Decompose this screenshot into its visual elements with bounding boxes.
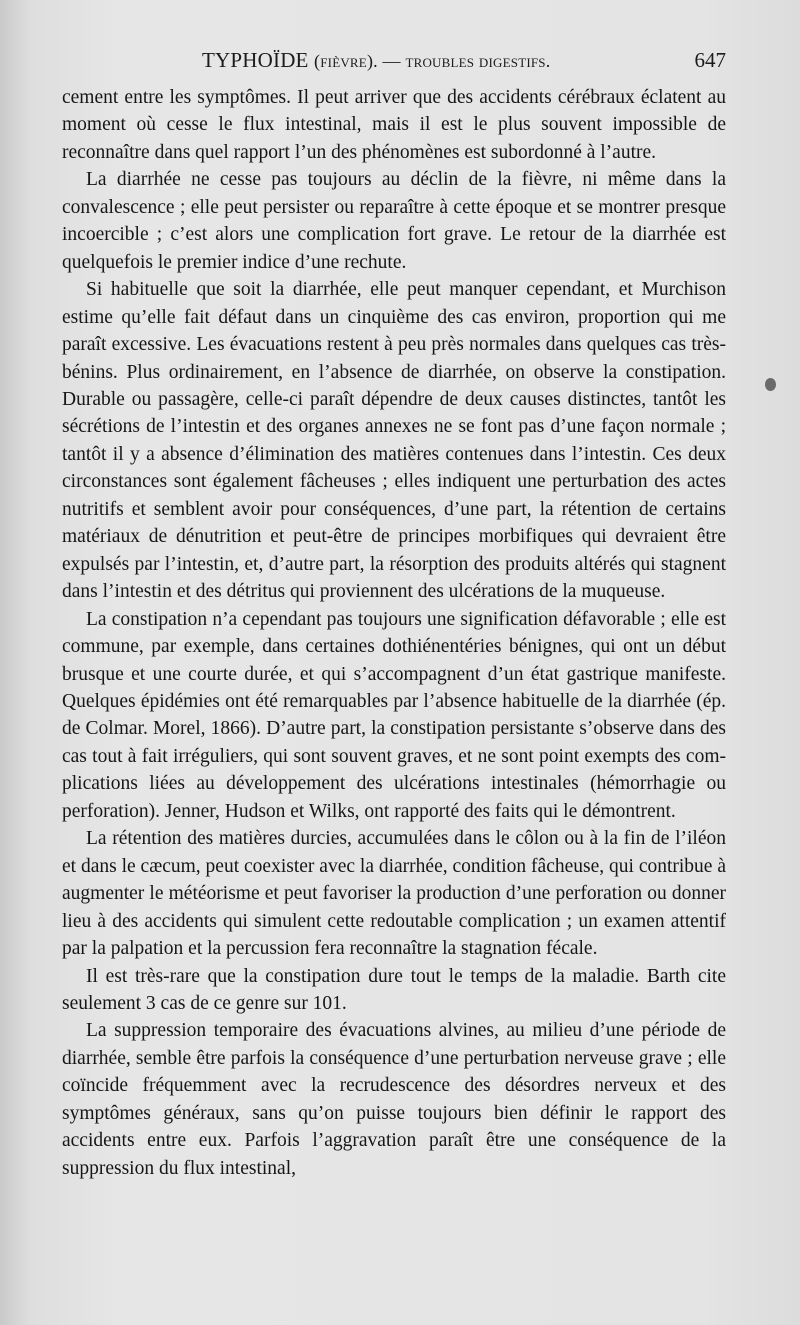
- running-head-title: [202, 48, 550, 73]
- paragraph-constipation: Si habituelle que soit la diarrhée, elle peut manquer cependant, et Murchison estime qu’elle fait défaut dans un cinquième des cas environ, proportion qui me paraît excessive. Les évacuations restent à peu près normales dans quelques cas très-bénins. Plus ordinairement, en l’absence de diarrhée, on observe la constipation. Durable ou passagère, celle-ci paraît dépendre de deux causes distinctes, tantôt les sécrétions de l’intestin et des organes annexes ne se font pas d’une façon normale ; tantôt il y a absence d’élimination des matières contenues dans l’intestin. Ces deux circonstances sont également fâcheuses ; elles indiquent une perturbation des actes nutritifs et semblent avoir pour conséquences, d’une part, la rétention de certains matériaux de dénutrition et peut-être de principes morbifiques qui devraient être expulsés par l’intestin, et, d’autre part, la résorption des produits altérés qui stagnent dans l’intestin et des détritus qui proviennent des ulcérations de la muqueuse.: [62, 279, 726, 603]
- paragraph-continued: cement entre les symptômes. Il peut arriver que des accidents cérébraux éclatent au moment où cesse le flux intestinal, mais il est le plus souvent impossible de reconnaître dans quel rapport l’un des phénomènes est subordonné à l’autre.: [62, 87, 726, 163]
- running-head-title-fievre: (fièvre).: [314, 51, 378, 71]
- running-head-title-section: — troubles digestifs.: [377, 51, 551, 71]
- running-head: [62, 44, 726, 76]
- paragraph-suppression: La suppression temporaire des évacuations alvines, au milieu d’une période de diarrhée, semble être parfois la conséquence d’une perturbation nerveuse grave ; elle coïncide fréquemment avec la recrudescence des désordres nerveux et des symptômes généraux, sans qu’on puisse toujours bien définir le rapport des accidents entre eux. Parfois l’aggravation paraît être une conséquence de la suppression du flux intestinal,: [62, 1020, 726, 1179]
- paragraph-constipation-signification: La constipation n’a cependant pas toujours une signification défavorable ; elle est commune, par exemple, dans certaines dothiénentéries bénignes, qui ont un début brusque et une courte durée, et qui s’accompagnent d’un état gastrique manifeste. Quelques épidémies ont été remarquables par l’absence habituelle de la diarrhée (ép. de Colmar. Morel, 1866). D’autre part, la constipation persistante s’observe dans des cas tout à fait irréguliers, qui sont souvent graves, et ne sont point exempts des complications liées au développement des ulcérations intestinales (hémorrhagie ou perforation). Jenner, Hudson et Wilks, ont rapporté des faits qui le démontrent.: [62, 608, 726, 822]
- margin-ink-spot: [765, 378, 776, 391]
- paragraph-barth: Il est très-rare que la constipation dure tout le temps de la maladie. Barth cite seulement 3 cas de ce genre sur 101.: [62, 965, 726, 1014]
- running-head-title-main: TYPHOÏDE: [202, 48, 315, 72]
- paragraph-diarrhee-convalescence: La diarrhée ne cesse pas toujours au déclin de la fièvre, ni même dans la convalescence ; elle peut persister ou reparaître à cette époque et se montrer presque incoercible ; c’est alors une complication fort grave. Le retour de la diarrhée est quelquefois le premier indice d’une rechute.: [62, 169, 726, 273]
- body-text: [62, 84, 726, 1182]
- page-number: 647: [694, 48, 726, 72]
- paragraph-retention-matieres: La rétention des matières durcies, accumulées dans le côlon ou à la fin de l’iléon et dans le cæcum, peut coexister avec la diarrhée, condition fâcheuse, qui contribue à augmenter le météorisme et peut favoriser la production d’une perforation ou donner lieu à des accidents qui simulent cette redoutable complication ; un examen attentif par la palpation et la percussion fera reconnaître la stagnation fécale.: [62, 828, 726, 960]
